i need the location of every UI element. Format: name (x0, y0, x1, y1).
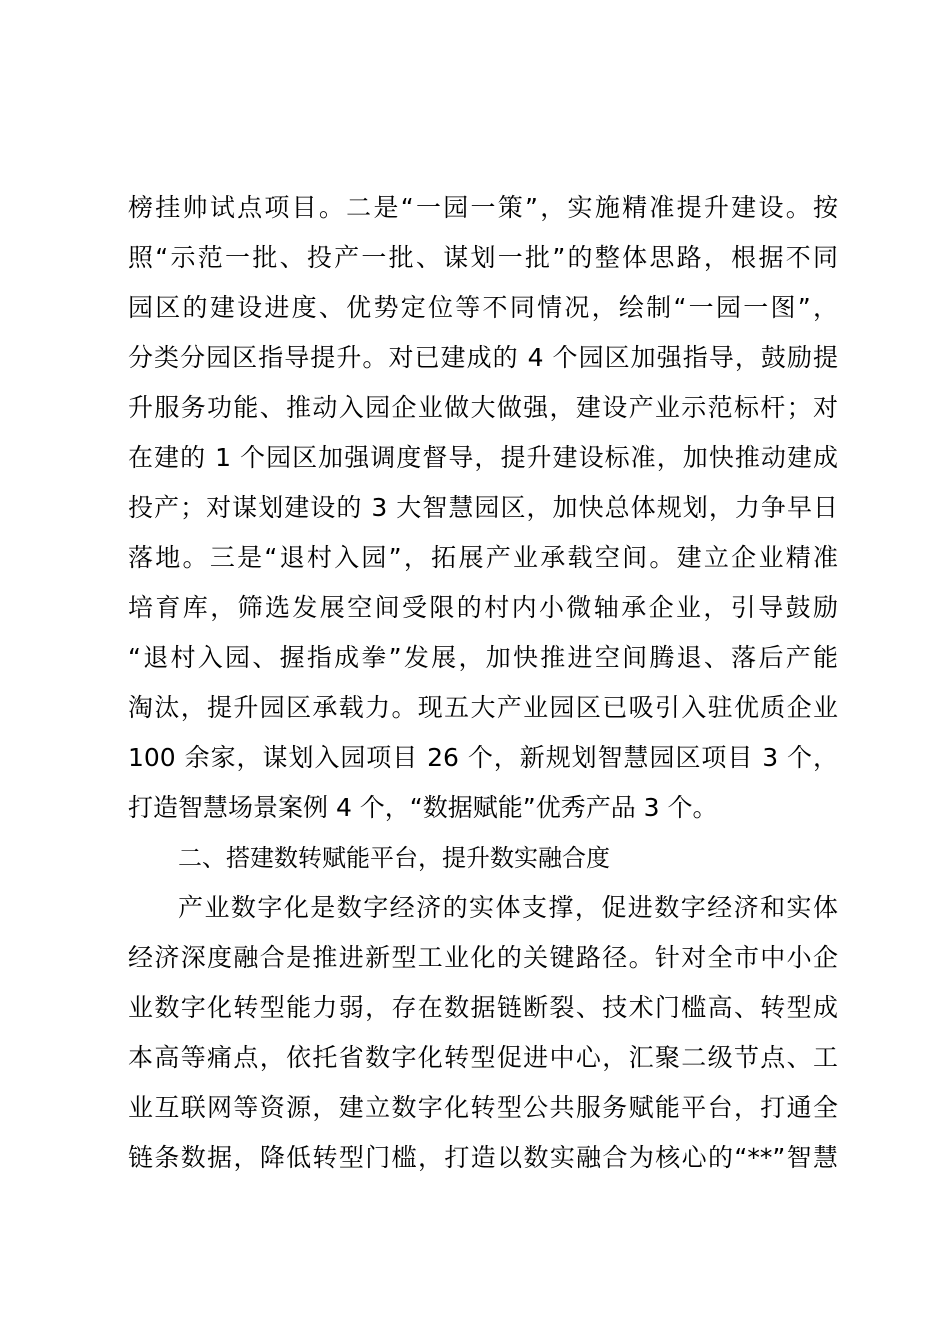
text-line: 本高等痛点，依托省数字化转型促进中心，汇聚二级节点、工 (128, 1043, 838, 1072)
text-line: 100 余家，谋划入园项目 26 个，新规划智慧园区项目 3 个， (128, 743, 838, 772)
text-line: 投产；对谋划建设的 3 大智慧园区，加快总体规划，力争早日 (128, 493, 838, 522)
text-line: 升服务功能、推动入园企业做大做强，建设产业示范标杆；对 (128, 393, 838, 422)
text-line: 经济深度融合是推进新型工业化的关键路径。针对全市中小企 (128, 943, 838, 972)
text-line: 分类分园区指导提升。对已建成的 4 个园区加强指导，鼓励提 (128, 343, 838, 372)
body-text (128, 183, 838, 1183)
text-line: 淘汰，提升园区承载力。现五大产业园区已吸引入驻优质企业 (128, 693, 838, 722)
text-line: 业数字化转型能力弱，存在数据链断裂、技术门槛高、转型成 (128, 993, 838, 1022)
text-line: 打造智慧场景案例 4 个，“数据赋能”优秀产品 3 个。 (128, 793, 718, 822)
text-line: 在建的 1 个园区加强调度督导，提升建设标准，加快推动建成 (128, 443, 838, 472)
text-line: 园区的建设进度、优势定位等不同情况，绘制“一园一图”， (128, 293, 838, 322)
text-line: 落地。三是“退村入园”，拓展产业承载空间。建立企业精准 (128, 543, 838, 572)
text-line: 榜挂帅试点项目。二是“一园一策”，实施精准提升建设。按 (128, 193, 838, 222)
text-line: 培育库，筛选发展空间受限的村内小微轴承企业，引导鼓励 (128, 593, 838, 622)
text-line: 产业数字化是数字经济的实体支撑，促进数字经济和实体 (178, 893, 838, 922)
text-line: 业互联网等资源，建立数字化转型公共服务赋能平台，打通全 (128, 1093, 838, 1122)
text-line: 链条数据，降低转型门槛，打造以数实融合为核心的“**”智慧 (128, 1143, 838, 1172)
text-line: 照“示范一批、投产一批、谋划一批”的整体思路，根据不同 (128, 243, 838, 272)
text-line: “退村入园、握指成拳”发展，加快推进空间腾退、落后产能 (128, 643, 838, 672)
section-heading: 二、搭建数转赋能平台，提升数实融合度 (178, 844, 610, 872)
